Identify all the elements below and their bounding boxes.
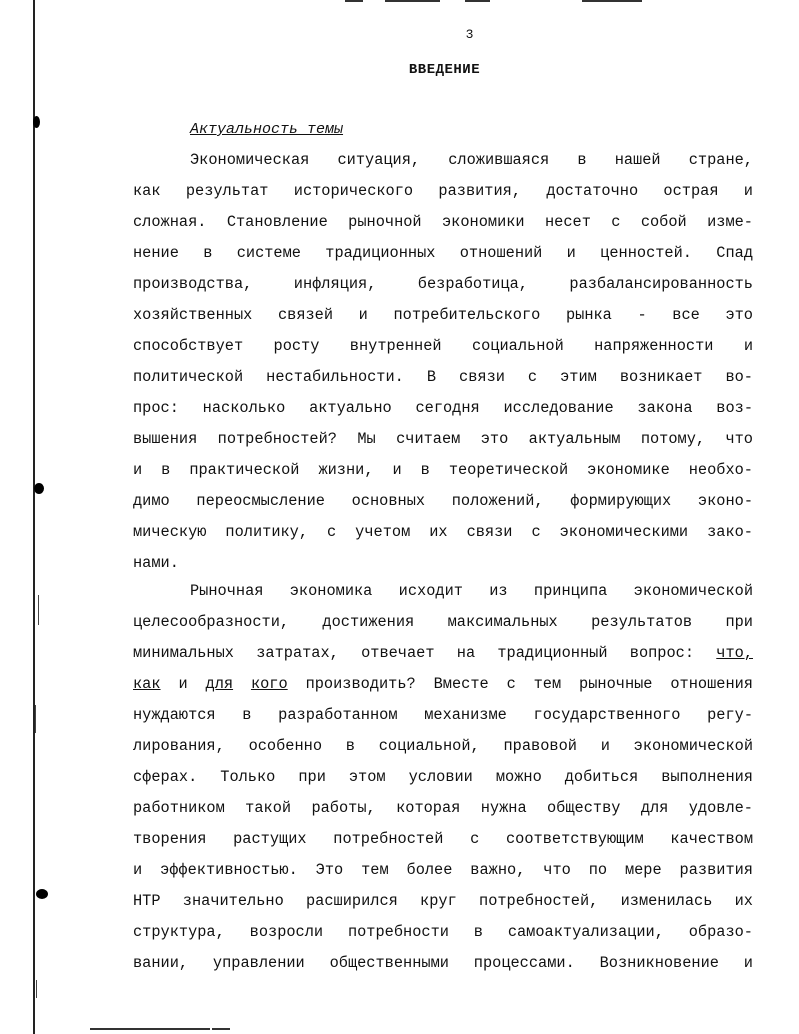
paragraph-line: и в практической жизни, и в теоретической экономике необхо- — [133, 461, 753, 479]
paragraph-line: производства, инфляция, безработица, разбалансированность — [133, 275, 753, 293]
paragraph-line: мическую политику, с учетом их связи с экономическими зако- — [133, 523, 753, 541]
paragraph-line: Экономическая ситуация, сложившаяся в нашей стране, — [190, 151, 753, 169]
scan-tick — [38, 595, 39, 625]
section-heading: ВВЕДЕНИЕ — [408, 62, 481, 78]
line-text: минимальных затратах, отвечает на традиционный вопрос: — [133, 644, 695, 662]
paragraph-line: целесообразности, достижения максимальных результатов при — [133, 613, 753, 631]
paragraph-line: хозяйственных связей и потребительского рынка - все это — [133, 306, 753, 324]
paragraph-line: и эффективностью. Это тем более важно, что по мере развития — [133, 861, 753, 879]
paragraph-line: лирования, особенно в социальной, правовой и экономической — [133, 737, 753, 755]
scan-tick — [35, 705, 36, 733]
underlined-word: что, — [716, 644, 753, 662]
paragraph-line: нами. — [133, 554, 179, 572]
scan-top-mark — [465, 0, 490, 2]
scan-top-mark — [385, 0, 440, 2]
paragraph-line: как результат исторического развития, достаточно острая и — [133, 182, 753, 200]
paragraph-line — [133, 643, 753, 663]
underlined-word: кого — [250, 675, 288, 693]
paragraph-line: нение в системе традиционных отношений и ценностей. Спад — [133, 244, 753, 262]
underlined-word: как — [133, 675, 161, 693]
paragraph-line: НТР значительно расширился круг потребностей, изменилась их — [133, 892, 753, 910]
paragraph-line: работником такой работы, которая нужна обществу для удовле- — [133, 799, 753, 817]
line-text: и — [178, 675, 188, 693]
page-number: 3 — [465, 27, 474, 42]
paragraph-line: структура, возросли потребности в самоактуализации, образо- — [133, 923, 753, 941]
scan-punch-hole — [33, 116, 40, 128]
paragraph-line: вании, управлении общественными процессами. Возникновение и — [133, 954, 753, 972]
scan-left-border — [33, 0, 35, 1034]
paragraph-line: вышения потребностей? Мы считаем это актуальным потому, что — [133, 430, 753, 448]
underlined-word: для — [205, 675, 234, 693]
line-text: производить? Вместе с тем рыночные отношения — [305, 675, 753, 693]
scan-top-mark — [345, 0, 363, 2]
paragraph-line: димо переосмысление основных положений, формирующих эконо- — [133, 492, 753, 510]
scan-bottom-mark — [90, 1028, 210, 1030]
paragraph-line — [133, 674, 753, 694]
paragraph-line: политической нестабильности. В связи с этим возникает во- — [133, 368, 753, 386]
scan-top-mark — [582, 0, 642, 2]
scan-tick — [36, 980, 37, 998]
paragraph-line: нуждаются в разработанном механизме государственного регу- — [133, 706, 753, 724]
scan-punch-hole — [36, 889, 48, 899]
paragraph-line: Рыночная экономика исходит из принципа экономической — [190, 582, 753, 600]
scan-bottom-mark — [212, 1028, 230, 1030]
subsection-heading: Актуальность темы — [190, 121, 344, 138]
paragraph-line: творения растущих потребностей с соответствующим качеством — [133, 830, 753, 848]
paragraph-line: сложная. Становление рыночной экономики несет с собой изме- — [133, 213, 753, 231]
paragraph-line: прос: насколько актуально сегодня исследование закона воз- — [133, 399, 753, 417]
paragraph-line: способствует росту внутренней социальной напряженности и — [133, 337, 753, 355]
paragraph-line: сферах. Только при этом условии можно добиться выполнения — [133, 768, 753, 786]
scan-punch-hole — [34, 483, 44, 494]
